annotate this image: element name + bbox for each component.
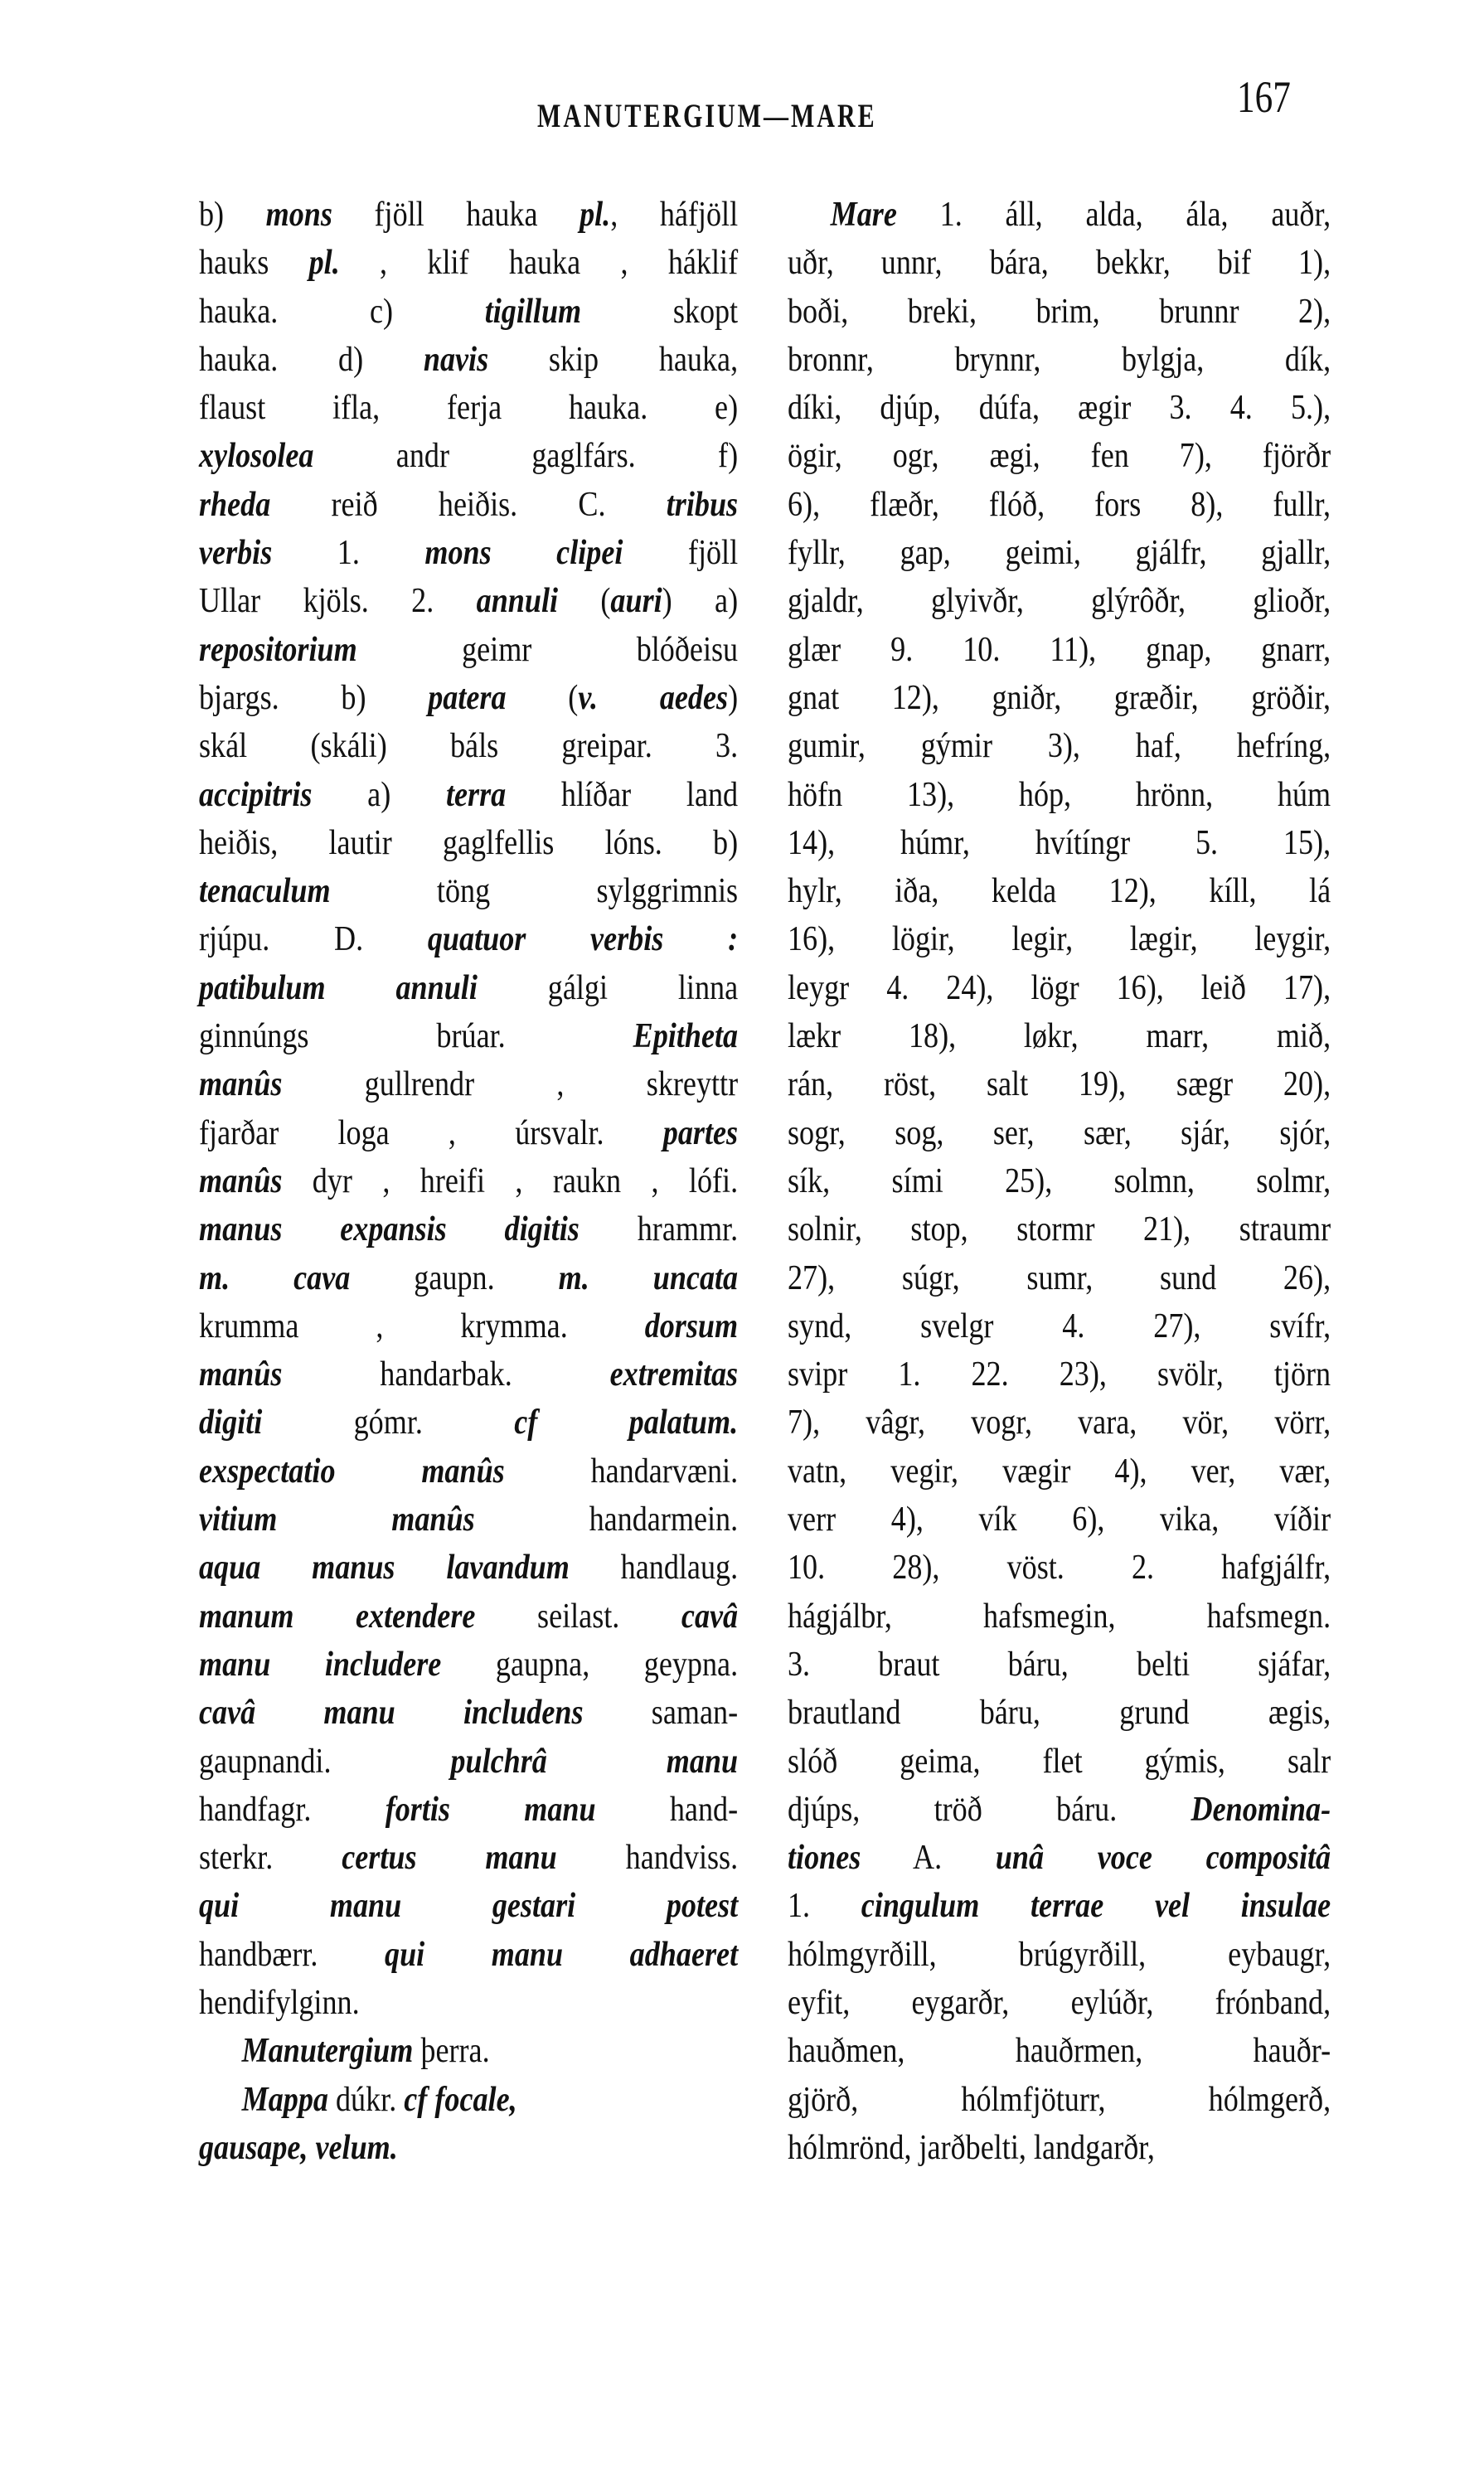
text-run: fjöll hauka (332, 196, 580, 234)
text-line (788, 1834, 1331, 1882)
text-run: hauka. d) (199, 340, 424, 379)
text-line (788, 1157, 1331, 1205)
text-run: hólmrönd, jarðbelti, landgarðr, (788, 2128, 1155, 2167)
text-run: slóð geima, flet gýmis, salr (788, 1742, 1331, 1781)
latin-term: unâ voce compositâ (995, 1839, 1331, 1878)
text-line (199, 964, 738, 1012)
text-line (788, 577, 1331, 625)
text-line (788, 1496, 1331, 1544)
latin-term: tenaculum (199, 872, 331, 911)
latin-term: auri (610, 582, 662, 621)
text-run: verr 4), vík 6), vika, víðir (788, 1500, 1331, 1539)
text-run: 16), lögir, legir, lægir, leygir, (788, 920, 1331, 959)
text-line (199, 481, 738, 529)
text-line (199, 1254, 738, 1302)
latin-term: manus expansis digitis (199, 1210, 580, 1249)
text-line (199, 1544, 738, 1592)
text-line (199, 1109, 738, 1157)
text-line (788, 1931, 1331, 1979)
text-run: boði, breki, brim, brunnr 2), (788, 292, 1331, 331)
text-line (788, 1109, 1331, 1157)
text-run: ( (558, 582, 611, 621)
text-line (788, 2027, 1331, 2075)
text-run: b) (199, 196, 266, 234)
text-run: krumma , krymma. (199, 1307, 645, 1345)
text-run: hand- (595, 1790, 739, 1829)
text-run: skopt (581, 292, 739, 331)
latin-term: cavâ manu includens (199, 1694, 584, 1733)
latin-term: extremitas (609, 1355, 739, 1394)
text-line (199, 336, 738, 384)
text-run: glær 9. 10. 11), gnap, gnarr, (788, 630, 1331, 669)
text-line (788, 1399, 1331, 1447)
text-run: handbærr. (199, 1935, 386, 1974)
text-run: fyllr, gap, geimi, gjálfr, gjallr, (788, 534, 1331, 573)
latin-term: pl. (580, 196, 611, 234)
text-run: hauðmen, hauðrmen, hauðr- (788, 2032, 1331, 2071)
text-run: a) (312, 775, 446, 814)
text-run: gjaldr, glyivðr, glýrôðr, glioðr, (788, 582, 1331, 621)
text-run: gómr. (262, 1403, 515, 1442)
latin-term: cf focale, (404, 2080, 517, 2119)
text-line (788, 915, 1331, 963)
latin-term: manûs (199, 1355, 283, 1394)
text-line (788, 626, 1331, 674)
text-line (199, 1931, 738, 1979)
latin-term: manum extendere (199, 1597, 476, 1636)
text-line (199, 1205, 738, 1253)
text-line (788, 288, 1331, 336)
text-line (788, 1786, 1331, 1834)
text-line (199, 2076, 738, 2124)
latin-term: annuli (476, 582, 559, 621)
text-line (199, 867, 738, 915)
text-line (199, 2124, 738, 2172)
text-line (788, 1302, 1331, 1350)
text-line (199, 1979, 738, 2027)
latin-term: m. uncata (558, 1258, 739, 1297)
text-line (788, 964, 1331, 1012)
text-run: 27), súgr, sumr, sund 26), (788, 1258, 1331, 1297)
text-run: fjarðar loga , úrsvalr. (199, 1113, 663, 1152)
text-line (199, 191, 738, 239)
text-run: , háfjöll (610, 196, 739, 234)
text-line (199, 1882, 738, 1930)
text-line (788, 1979, 1331, 2027)
text-line (788, 1350, 1331, 1399)
text-line (788, 819, 1331, 867)
text-line (788, 384, 1331, 432)
latin-term: repositorium (199, 630, 357, 669)
right-column (788, 191, 1331, 2172)
page-number: 167 (1237, 72, 1291, 122)
text-run: handarbak. (282, 1355, 610, 1394)
text-line (199, 239, 738, 287)
text-run: ) (728, 678, 739, 717)
text-run: 10. 28), vöst. 2. hafgjálfr, (788, 1549, 1331, 1588)
latin-term: tigillum (484, 292, 582, 331)
text-line (788, 239, 1331, 287)
text-run: gaupn. (350, 1258, 559, 1297)
text-run: djúps, tröð báru. (788, 1790, 1191, 1829)
text-line (788, 1738, 1331, 1786)
text-run: bronnr, brynnr, bylgja, dík, (788, 340, 1331, 379)
latin-term: Epitheta (633, 1017, 739, 1056)
text-line (199, 288, 738, 336)
text-run: hrammr. (579, 1210, 739, 1249)
text-run: hylr, iða, kelda 12), kíll, lá (788, 872, 1331, 911)
text-run: 1. áll, alda, ála, auðr, (896, 196, 1331, 234)
text-run: handarmein. (474, 1500, 739, 1539)
text-run: leygr 4. 24), lögr 16), leið 17), (788, 968, 1331, 1007)
text-run: solnir, stop, stormr 21), straumr (788, 1210, 1331, 1249)
text-line (199, 1786, 738, 1834)
latin-term: terra (445, 775, 507, 814)
text-line (788, 867, 1331, 915)
text-line (788, 1544, 1331, 1592)
latin-term: certus manu (342, 1839, 557, 1878)
text-run: dyr , hreifi , raukn , lófi. (282, 1161, 739, 1200)
text-line (788, 2124, 1331, 2172)
text-line (199, 432, 738, 480)
text-run: 6), flæðr, flóð, fors 8), fullr, (788, 485, 1331, 524)
text-line (199, 384, 738, 432)
latin-term: cf palatum. (514, 1403, 739, 1442)
latin-term: quatuor verbis : (427, 920, 739, 959)
text-run: gnat 12), gniðr, græðir, gröðir, (788, 678, 1331, 717)
text-run: ögir, ogr, ægi, fen 7), fjörðr (788, 437, 1331, 476)
running-head: MANUTERGIUM—MARE (537, 98, 877, 135)
text-run: díki, djúp, dúfa, ægir 3. 4. 5.), (788, 389, 1331, 428)
text-run: ( (506, 678, 579, 717)
text-run: sík, sími 25), solmn, solmr, (788, 1161, 1331, 1200)
text-line (199, 1641, 738, 1689)
text-line (788, 1593, 1331, 1641)
latin-term: cavâ (681, 1597, 739, 1636)
latin-term: verbis (199, 534, 273, 573)
text-run: hauka. c) (199, 292, 485, 331)
latin-term: exspectatio manûs (199, 1452, 505, 1491)
latin-term: pl. (308, 244, 340, 283)
text-line (788, 191, 1331, 239)
text-run: A. (861, 1839, 996, 1878)
text-line (199, 1302, 738, 1350)
text-line (199, 1738, 738, 1786)
text-run: sogr, sog, ser, sær, sjár, sjór, (788, 1113, 1331, 1152)
latin-term: Mare (830, 196, 897, 234)
text-run: ) a) (662, 582, 739, 621)
text-run: 1. (788, 1887, 861, 1926)
text-line (199, 1157, 738, 1205)
text-line (199, 722, 738, 770)
text-run: bjargs. b) (199, 678, 429, 717)
text-run: handlaug. (569, 1549, 739, 1588)
text-line (788, 1012, 1331, 1060)
text-line (199, 915, 738, 963)
text-line (788, 481, 1331, 529)
text-run: gálgi linna (477, 968, 739, 1007)
text-run: töng sylggrimnis (330, 872, 739, 911)
text-run: rán, röst, salt 19), sægr 20), (788, 1065, 1331, 1104)
text-line (199, 529, 738, 577)
text-line (788, 2076, 1331, 2124)
text-line (788, 1254, 1331, 1302)
text-run: seilast. (475, 1597, 681, 1636)
text-line (199, 577, 738, 625)
latin-term: dorsum (644, 1307, 739, 1345)
latin-term: m. cava (199, 1258, 351, 1297)
text-line (199, 1593, 738, 1641)
text-run: lækr 18), løkr, marr, mið, (788, 1017, 1331, 1056)
text-line (199, 674, 738, 722)
latin-term: qui manu adhaeret (385, 1935, 739, 1974)
text-run: , klif hauka , háklif (339, 244, 739, 283)
text-run: 1. (272, 534, 425, 573)
text-line (788, 722, 1331, 770)
latin-term: v. aedes (578, 678, 729, 717)
latin-term: cingulum terrae vel insulae (861, 1887, 1331, 1926)
text-run: gullrendr , skreyttr (282, 1065, 739, 1104)
latin-term: aqua manus lavandum (199, 1549, 570, 1588)
text-line (199, 1060, 738, 1108)
text-run: flaust ifla, ferja hauka. e) (199, 389, 739, 428)
text-line (199, 626, 738, 674)
latin-term: mons (265, 196, 332, 234)
latin-term: navis (423, 340, 489, 379)
text-run: gjörð, hólmfjöturr, hólmgerð, (788, 2080, 1331, 2119)
text-run: gaupna, geypna. (441, 1645, 739, 1684)
text-line (199, 1834, 738, 1882)
text-line (199, 1012, 738, 1060)
text-run: hágjálbr, hafsmegin, hafsmegn. (788, 1597, 1331, 1636)
text-run: þerra. (413, 2032, 490, 2071)
text-run: synd, svelgr 4. 27), svífr, (788, 1307, 1331, 1345)
text-run: heiðis, lautir gaglfellis lóns. b) (199, 823, 739, 862)
text-run: hlíðar land (506, 775, 739, 814)
latin-term: Mappa (241, 2080, 328, 2119)
latin-term: manu includere (199, 1645, 442, 1684)
latin-term: qui manu gestari potest (199, 1887, 739, 1926)
latin-term: manûs (199, 1065, 283, 1104)
text-line (788, 1641, 1331, 1689)
text-line (788, 529, 1331, 577)
latin-term: xylosolea (199, 437, 314, 476)
text-run: Ullar kjöls. 2. (199, 582, 477, 621)
text-line (788, 1882, 1331, 1930)
latin-term: tribus (666, 485, 739, 524)
text-run: ginnúngs brúar. (199, 1017, 633, 1056)
text-line (788, 674, 1331, 722)
text-run: eyfit, eygarðr, eylúðr, frónband, (788, 1983, 1331, 2022)
text-line (199, 1350, 738, 1399)
text-run: fjöll (623, 534, 739, 573)
left-column (199, 191, 738, 2172)
text-run: hendifylginn. (199, 1983, 360, 2022)
text-line (788, 1205, 1331, 1253)
text-run: skip hauka, (488, 340, 739, 379)
text-line (199, 771, 738, 819)
latin-term: Denomina- (1191, 1790, 1331, 1829)
text-run: uðr, unnr, bára, bekkr, bif 1), (788, 244, 1331, 283)
text-run: höfn 13), hóp, hrönn, húm (788, 775, 1331, 814)
text-run: 7), vâgr, vogr, vara, vör, vörr, (788, 1403, 1331, 1442)
latin-term: vitium manûs (199, 1500, 475, 1539)
text-run: hauks (199, 244, 309, 283)
latin-term: digiti (199, 1403, 263, 1442)
text-line (788, 432, 1331, 480)
latin-term: gausape, velum. (199, 2128, 398, 2167)
text-run: sterkr. (199, 1839, 342, 1878)
text-run: andr gaglfárs. f) (313, 437, 739, 476)
latin-term: manûs (199, 1161, 283, 1200)
latin-term: fortis manu (385, 1790, 596, 1829)
text-run: vatn, vegir, vægir 4), ver, vær, (788, 1452, 1331, 1491)
text-line (788, 336, 1331, 384)
text-run: rjúpu. D. (199, 920, 428, 959)
text-line (788, 1447, 1331, 1496)
text-run: handfagr. (199, 1790, 386, 1829)
latin-term: tiones (788, 1839, 861, 1878)
text-run: svipr 1. 22. 23), svölr, tjörn (788, 1355, 1331, 1394)
latin-term: pulchrâ manu (450, 1742, 739, 1781)
text-line (788, 771, 1331, 819)
text-run: geimr blóðeisu (356, 630, 739, 669)
text-line (199, 1496, 738, 1544)
text-line (199, 1399, 738, 1447)
text-line (199, 2027, 738, 2075)
text-run: handviss. (556, 1839, 739, 1878)
latin-term: Manutergium (241, 2032, 414, 2071)
text-line (199, 1447, 738, 1496)
latin-term: mons clipei (424, 534, 623, 573)
text-line (788, 1060, 1331, 1108)
text-run: 3. braut báru, belti sjáfar, (788, 1645, 1331, 1684)
text-run: brautland báru, grund ægis, (788, 1694, 1331, 1733)
text-run: hólmgyrðill, brúgyrðill, eybaugr, (788, 1935, 1331, 1974)
text-run: gumir, gýmir 3), haf, hefríng, (788, 727, 1331, 766)
text-line (199, 819, 738, 867)
text-line (199, 1689, 738, 1737)
text-run: reið heiðis. C. (270, 485, 667, 524)
latin-term: accipitris (199, 775, 313, 814)
text-run: skál (skáli) báls greipar. 3. (199, 727, 739, 766)
text-run: saman- (583, 1694, 739, 1733)
text-run: dúkr. (327, 2080, 405, 2119)
text-run: handarvæni. (504, 1452, 739, 1491)
latin-term: patibulum annuli (199, 968, 478, 1007)
latin-term: partes (662, 1113, 739, 1152)
text-run: gaupnandi. (199, 1742, 451, 1781)
latin-term: rheda (199, 485, 271, 524)
text-run: 14), húmr, hvítíngr 5. 15), (788, 823, 1331, 862)
latin-term: patera (428, 678, 507, 717)
text-line (788, 1689, 1331, 1737)
